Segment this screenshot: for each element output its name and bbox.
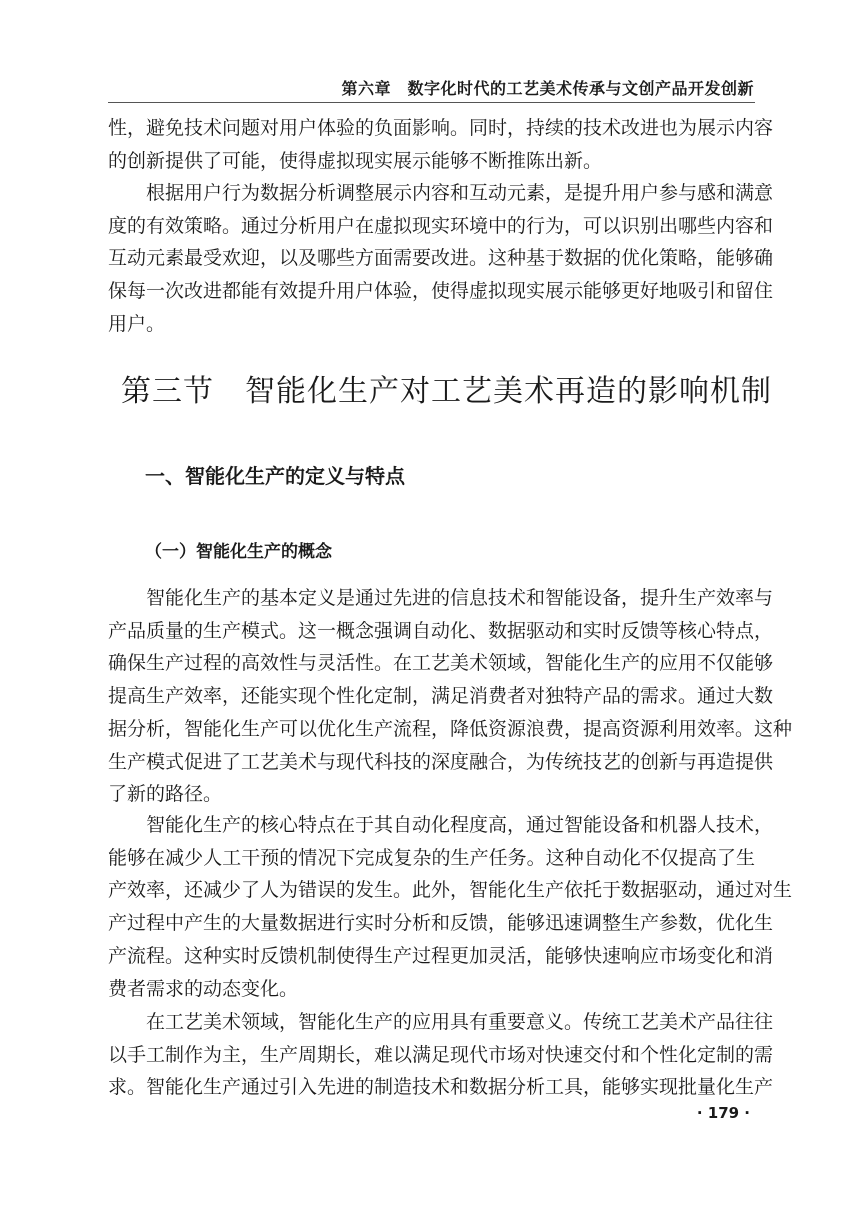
text-line: 求。智能化生产通过引入先进的制造技术和数据分析工具，能够实现批量化生产 [108, 1076, 774, 1099]
text-line: 能够在减少人工干预的情况下完成复杂的生产任务。这种自动化不仅提高了生 [108, 846, 755, 869]
text-line: 据分析，智能化生产可以优化生产流程，降低资源浪费，提高资源利用效率。这种 [108, 717, 793, 740]
heading-level2: 一、智能化生产的定义与特点 [145, 464, 405, 488]
text-line: 性，避免技术问题对用户体验的负面影响。同时，持续的技术改进也为展示内容 [108, 117, 774, 139]
text-line: 用户。 [108, 312, 166, 335]
section-title: 第三节 智能化生产对工艺美术再造的影响机制 [121, 374, 772, 409]
text-line: 根据用户行为数据分析调整展示内容和互动元素，是提升用户参与感和满意 [146, 182, 774, 204]
text-line: 在工艺美术领域，智能化生产的应用具有重要意义。传统工艺美术产品往往 [146, 1011, 774, 1033]
text-line: 产品质量的生产模式。这一概念强调自动化、数据驱动和实时反馈等核心特点， [108, 619, 774, 642]
text-line: 产效率，还减少了人为错误的发生。此外，智能化生产依托于数据驱动，通过对生 [108, 879, 793, 902]
text-line: 生产模式促进了工艺美术与现代科技的深度融合，为传统技艺的创新与再造提供 [108, 750, 774, 773]
text-line: 智能化生产的核心特点在于其自动化程度高，通过智能设备和机器人技术， [146, 814, 774, 836]
heading-level3: （一）智能化生产的概念 [145, 542, 332, 562]
text-line: 保每一次改进都能有效提升用户体验，使得虚拟现实展示能够更好地吸引和留住 [108, 280, 774, 303]
text-line: 互动元素最受欢迎，以及哪些方面需要改进。这种基于数据的优化策略，能够确 [108, 247, 774, 270]
text-line: 费者需求的动态变化。 [108, 977, 299, 1000]
text-line: 提高生产效率，还能实现个性化定制，满足消费者对独特产品的需求。通过大数 [108, 685, 774, 708]
text-line: 产流程。这种实时反馈机制使得生产过程更加灵活，能够快速响应市场变化和消 [108, 944, 774, 967]
page-number: · 179 · [696, 1104, 750, 1122]
text-line: 了新的路径。 [108, 783, 223, 806]
text-line: 智能化生产的基本定义是通过先进的信息技术和智能设备，提升生产效率与 [146, 587, 774, 609]
text-line: 度的有效策略。通过分析用户在虚拟现实环境中的行为，可以识别出哪些内容和 [108, 214, 774, 237]
header-rule [108, 102, 755, 103]
text-line: 以手工制作为主，生产周期长，难以满足现代市场对快速交付和个性化定制的需 [108, 1043, 774, 1066]
text-line: 产过程中产生的大量数据进行实时分析和反馈，能够迅速调整生产参数，优化生 [108, 912, 774, 935]
running-head: 第六章 数字化时代的工艺美术传承与文创产品开发创新 [341, 79, 754, 98]
text-line: 的创新提供了可能，使得虚拟现实展示能够不断推陈出新。 [108, 149, 603, 172]
text-line: 确保生产过程的高效性与灵活性。在工艺美术领域，智能化生产的应用不仅能够 [108, 652, 774, 675]
